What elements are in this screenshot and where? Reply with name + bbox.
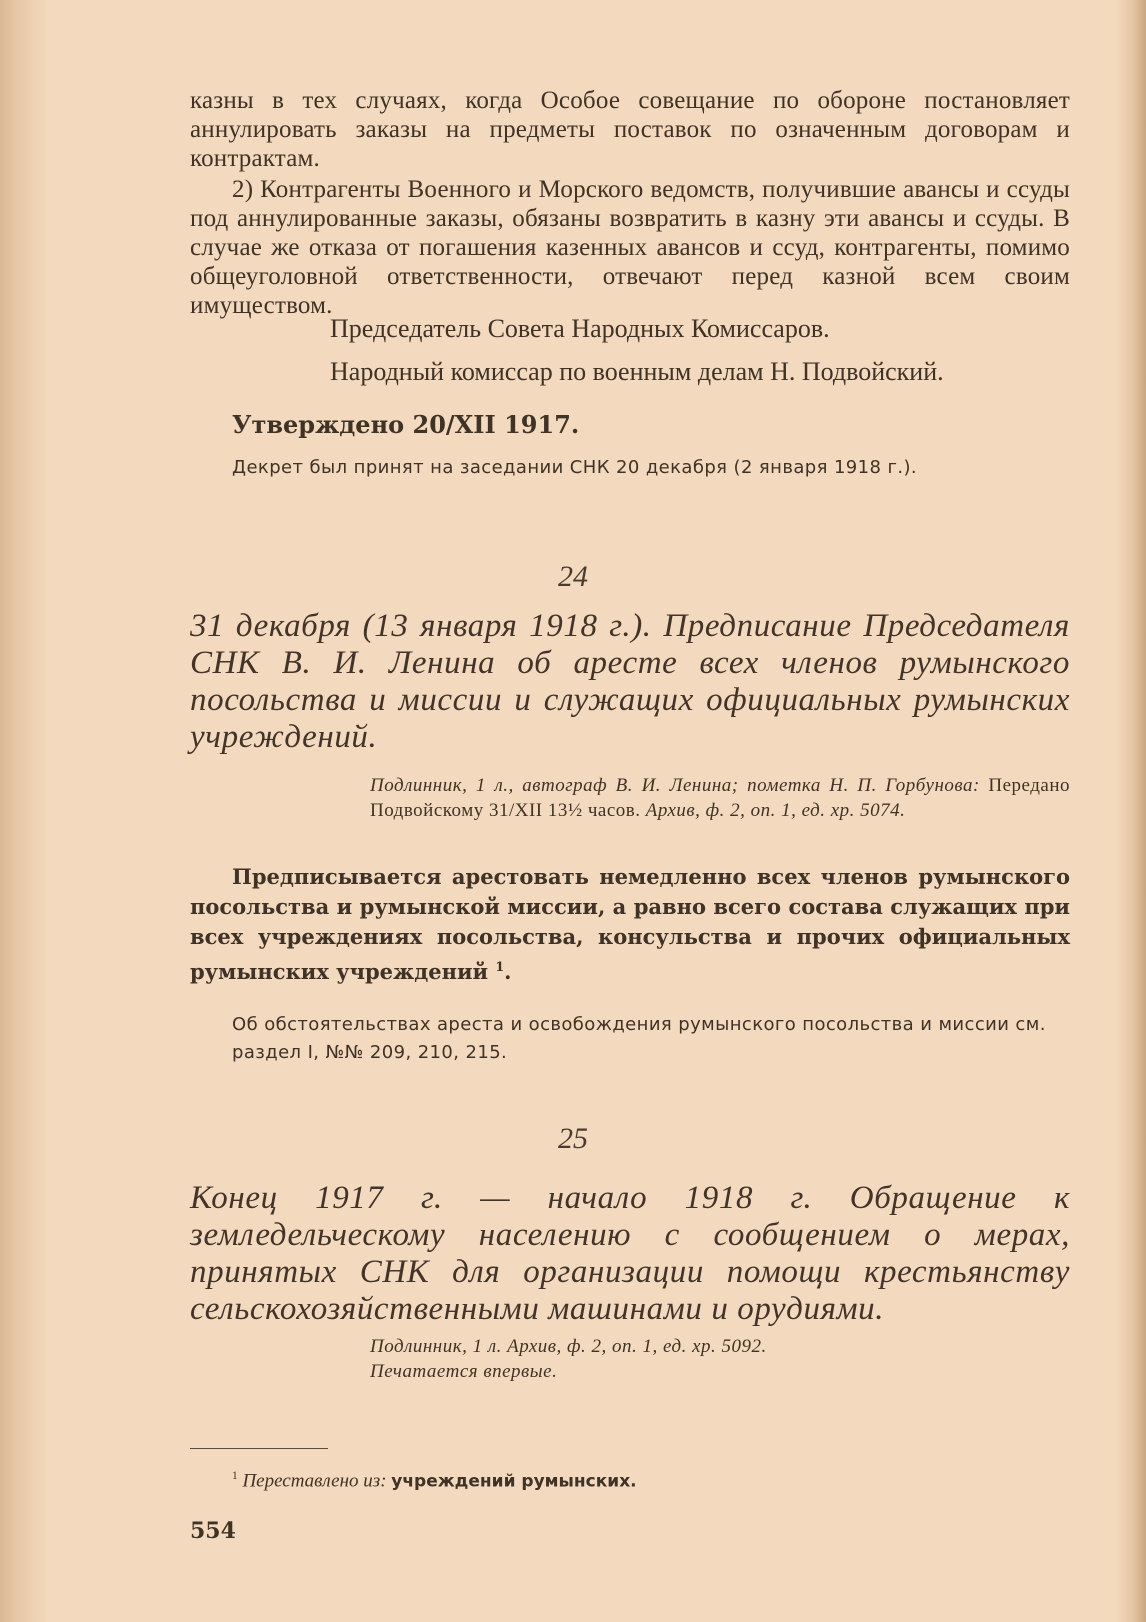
document-24-title: 31 декабря (13 января 1918 г.). Предписание Председателя СНК В. И. Ленина об аресте всех членов румынского посольства и миссии и служащих официальных румынских учреждений. xyxy=(190,608,1070,755)
continuation-paragraph-1: казны в тех случаях, когда Особое совещание по обороне постановляет аннулировать заказы на предметы поставок по означенным договорам и контрактам. xyxy=(190,87,1070,172)
footnote-mark: 1 xyxy=(232,1470,238,1482)
document-24-note: Об обстоятельствах ареста и освобождения румынского посольства и миссии см. раздел I, №№ 209, 210, 215. xyxy=(232,1014,1046,1063)
document-25-title: Конец 1917 г. — начало 1918 г. Обращение к земледельческому населению с сообщением о мерах, принятых СНК для организации помощи крестьянству сельскохозяйственными машинами и орудиями. xyxy=(190,1180,1070,1327)
footnote-label: Переставлено из: xyxy=(242,1470,387,1492)
continuation-text xyxy=(190,86,1070,320)
approval-line: Утверждено 20/XII 1917. xyxy=(232,410,580,439)
document-number-25: 25 xyxy=(558,1122,588,1155)
page-right-edge xyxy=(1116,0,1146,1622)
document-24-source-transmitted: Передано Подвойскому 31/XII 13½ часов. xyxy=(370,775,1070,821)
document-24-body: Предписывается арестовать немедленно всех членов румынского посольства и румынской миссии, а равно всего состава служащих при всех учреждениях посольства, консульства и прочих официальных румынских учреждений $^1$. xyxy=(190,864,1070,984)
continuation-paragraph-2: 2) Контрагенты Военного и Морского ведомств, получившие авансы и ссуды под аннулированные заказы, обязаны возвратить в казну эти авансы и ссуды. В случае же отказа от погашения казенных авансов и ссуд, контрагенты, помимо общеуголовной ответственности, отвечают перед казной всем своим имуществом. xyxy=(190,176,1070,319)
document-24-body-text: Предписывается арестовать немедленно всех членов румынского посольства и румынской миссии, а равно всего состава служащих при всех учреждениях посольства, консульства и прочих официальных румынских учреждений xyxy=(190,864,1070,984)
document-25-source-first-print: Печатается впервые. xyxy=(370,1361,558,1382)
document-24-source-original: Подлинник, 1 л., автограф В. И. Ленина; пометка Н. П. Горбунова: xyxy=(370,775,980,796)
page-number: 554 xyxy=(190,1518,236,1544)
footnote-reference: 1 xyxy=(495,959,505,974)
footnote-divider xyxy=(190,1448,328,1449)
footnote xyxy=(232,1470,637,1492)
page-left-edge xyxy=(0,0,48,1622)
document-24-source xyxy=(370,773,1070,823)
signature-chairman: Председатель Совета Народных Комиссаров. xyxy=(330,314,830,343)
footnote-original-wording: учреждений румынских. xyxy=(391,1471,637,1492)
signature-commissar: Народный комиссар по военным делам Н. Подвойский. xyxy=(330,357,944,386)
decree-note: Декрет был принят на заседании СНК 20 декабря (2 января 1918 г.). xyxy=(232,457,917,478)
document-25-source xyxy=(370,1334,1070,1384)
document-24-source-archive: Архив, ф. 2, оп. 1, ед. хр. 5074. xyxy=(645,800,906,821)
document-25-source-archive: Подлинник, 1 л. Архив, ф. 2, оп. 1, ед. хр. 5092. xyxy=(370,1336,767,1357)
document-number-24: 24 xyxy=(558,560,588,593)
